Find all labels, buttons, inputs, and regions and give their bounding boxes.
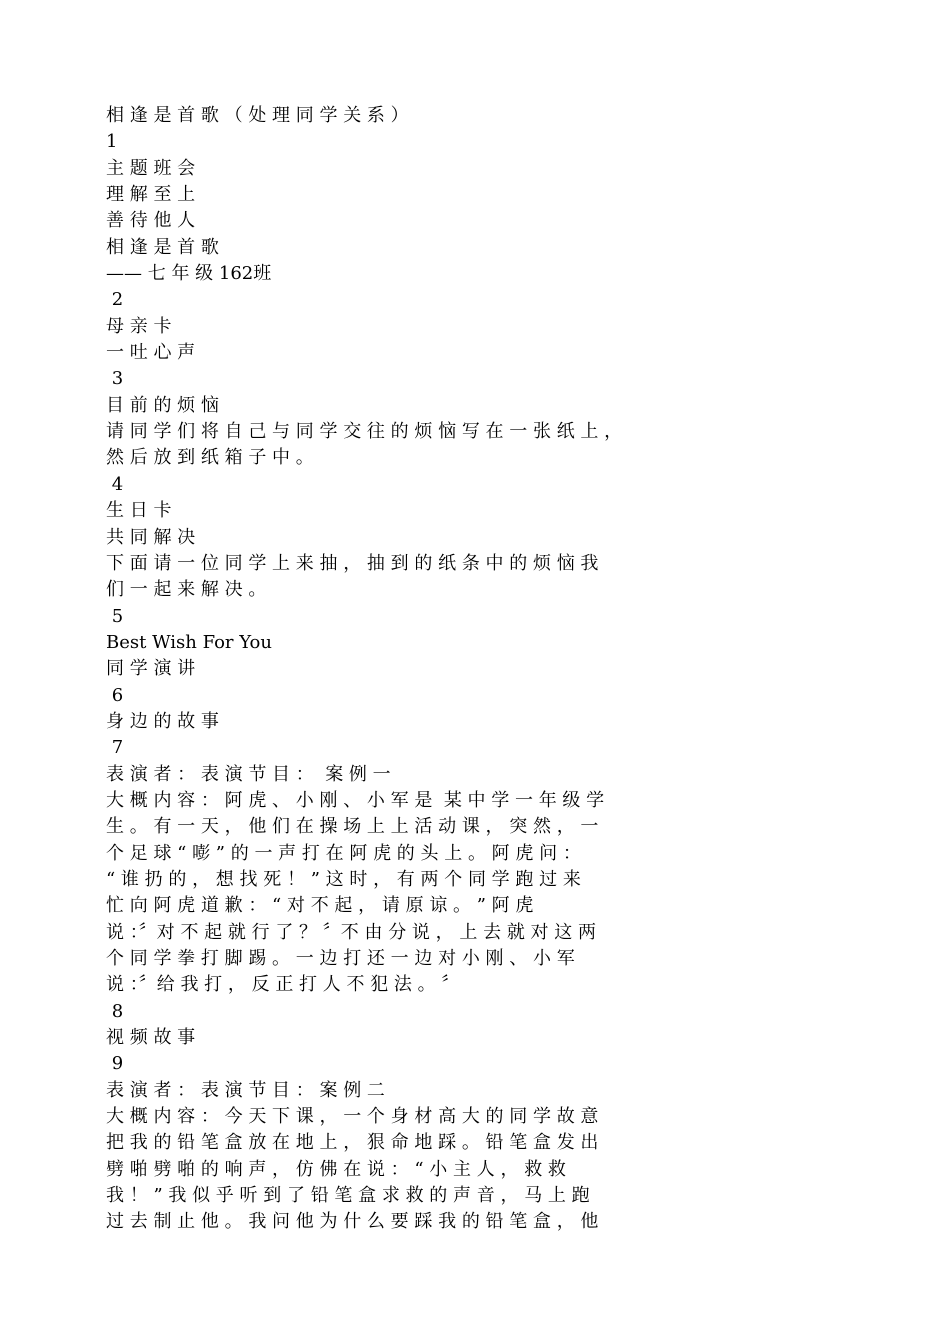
slide-number: 8 [106, 1000, 124, 1022]
text-line: 大 概 内 容 ： 阿 虎 、 小 刚 、 小 军 是 某 中 学 一 年 级 学 [106, 789, 605, 811]
text-line: 过 去 制 止 他 。 我 问 他 为 什 么 要 踩 我 的 铅 笔 盒 ， 他 [106, 1211, 599, 1233]
text-line: 把 我 的 铅 笔 盒 放 在 地 上 ， 狠 命 地 踩 。 铅 笔 盒 发 出 [106, 1132, 599, 1154]
slide-number: 5 [106, 605, 124, 627]
text-line: 主 题 班 会 [106, 157, 196, 179]
document-body [106, 103, 906, 1236]
text-line: 相 逢 是 首 歌 [106, 236, 219, 258]
text-line: 生 日 卡 [106, 500, 172, 522]
text-line: 母 亲 卡 [106, 315, 172, 337]
section-heading: 目 前 的 烦 恼 [106, 394, 219, 416]
text-line: 生 。 有 一 天 ， 他 们 在 操 场 上 上 活 动 课 ， 突 然 ， 一 [106, 816, 599, 838]
text-line: 理 解 至 上 [106, 184, 196, 206]
section-heading: 同 学 演 讲 [106, 658, 196, 680]
section-heading: 身 边 的 故 事 [106, 710, 219, 732]
section-heading: 表 演 者 ： 表 演 节 目 ： 案 例 二 [106, 1079, 385, 1101]
text-line: 下 面 请 一 位 同 学 上 来 抽 ， 抽 到 的 纸 条 中 的 烦 恼 我 [106, 552, 599, 574]
slide-number: 2 [106, 289, 124, 311]
class-line: —— 七 年 级 162班 [106, 263, 272, 285]
slide-number: 1 [106, 131, 118, 153]
text-line: 大 概 内 容 ： 今 天 下 课 ， 一 个 身 材 高 大 的 同 学 故 意 [106, 1106, 599, 1128]
text-line: 善 待 他 人 [106, 210, 196, 232]
slide-number: 9 [106, 1053, 124, 1075]
text-line: 一 吐 心 声 [106, 342, 196, 364]
section-heading: 共 同 解 决 [106, 526, 196, 548]
text-line: “ 谁 扔 的 ， 想 找 死 ！ ” 这 时 ， 有 两 个 同 学 跑 过 来 [106, 868, 581, 890]
text-line: 请 同 学 们 将 自 己 与 同 学 交 往 的 烦 恼 写 在 一 张 纸 上 ， [106, 421, 623, 443]
slide-number: 4 [106, 473, 124, 495]
english-line: Best Wish For You [106, 631, 272, 653]
document-title: 相 逢 是 首 歌 （ 处 理 同 学 关 系 ） [106, 105, 409, 126]
text-line: 说 ：〞对 不 起 就 行 了 ？ 〞不 由 分 说 ， 上 去 就 对 这 两 [106, 921, 596, 943]
text-line: 个 足 球 “ 嘭 ” 的 一 声 打 在 阿 虎 的 头 上 。 阿 虎 问 ： [106, 842, 581, 864]
slide-number: 3 [106, 368, 124, 390]
text-line: 们 一 起 来 解 决 。 [106, 579, 267, 601]
text-line: 个 同 学 拳 打 脚 踢 。 一 边 打 还 一 边 对 小 刚 、 小 军 [106, 948, 575, 969]
section-heading: 表 演 者 ： 表 演 节 目 ： 案 例 一 [106, 763, 391, 785]
slide-number: 6 [106, 684, 124, 706]
text-line: 劈 啪 劈 啪 的 响 声 ， 仿 佛 在 说 ： “ 小 主 人 ， 救 救 [106, 1158, 566, 1180]
slide-number: 7 [106, 737, 124, 759]
text-line: 说 ：〞给 我 打 ， 反 正 打 人 不 犯 法 。 〞 [106, 974, 460, 996]
text-line: 我 ！ ” 我 似 乎 听 到 了 铅 笔 盒 求 救 的 声 音 ， 马 上 跑 [106, 1185, 590, 1207]
text-line: 忙 向 阿 虎 道 歉 ： “ 对 不 起 ， 请 原 谅 。 ” 阿 虎 [106, 895, 534, 917]
text-line: 然 后 放 到 纸 箱 子 中 。 [106, 447, 314, 469]
section-heading: 视 频 故 事 [106, 1027, 196, 1049]
